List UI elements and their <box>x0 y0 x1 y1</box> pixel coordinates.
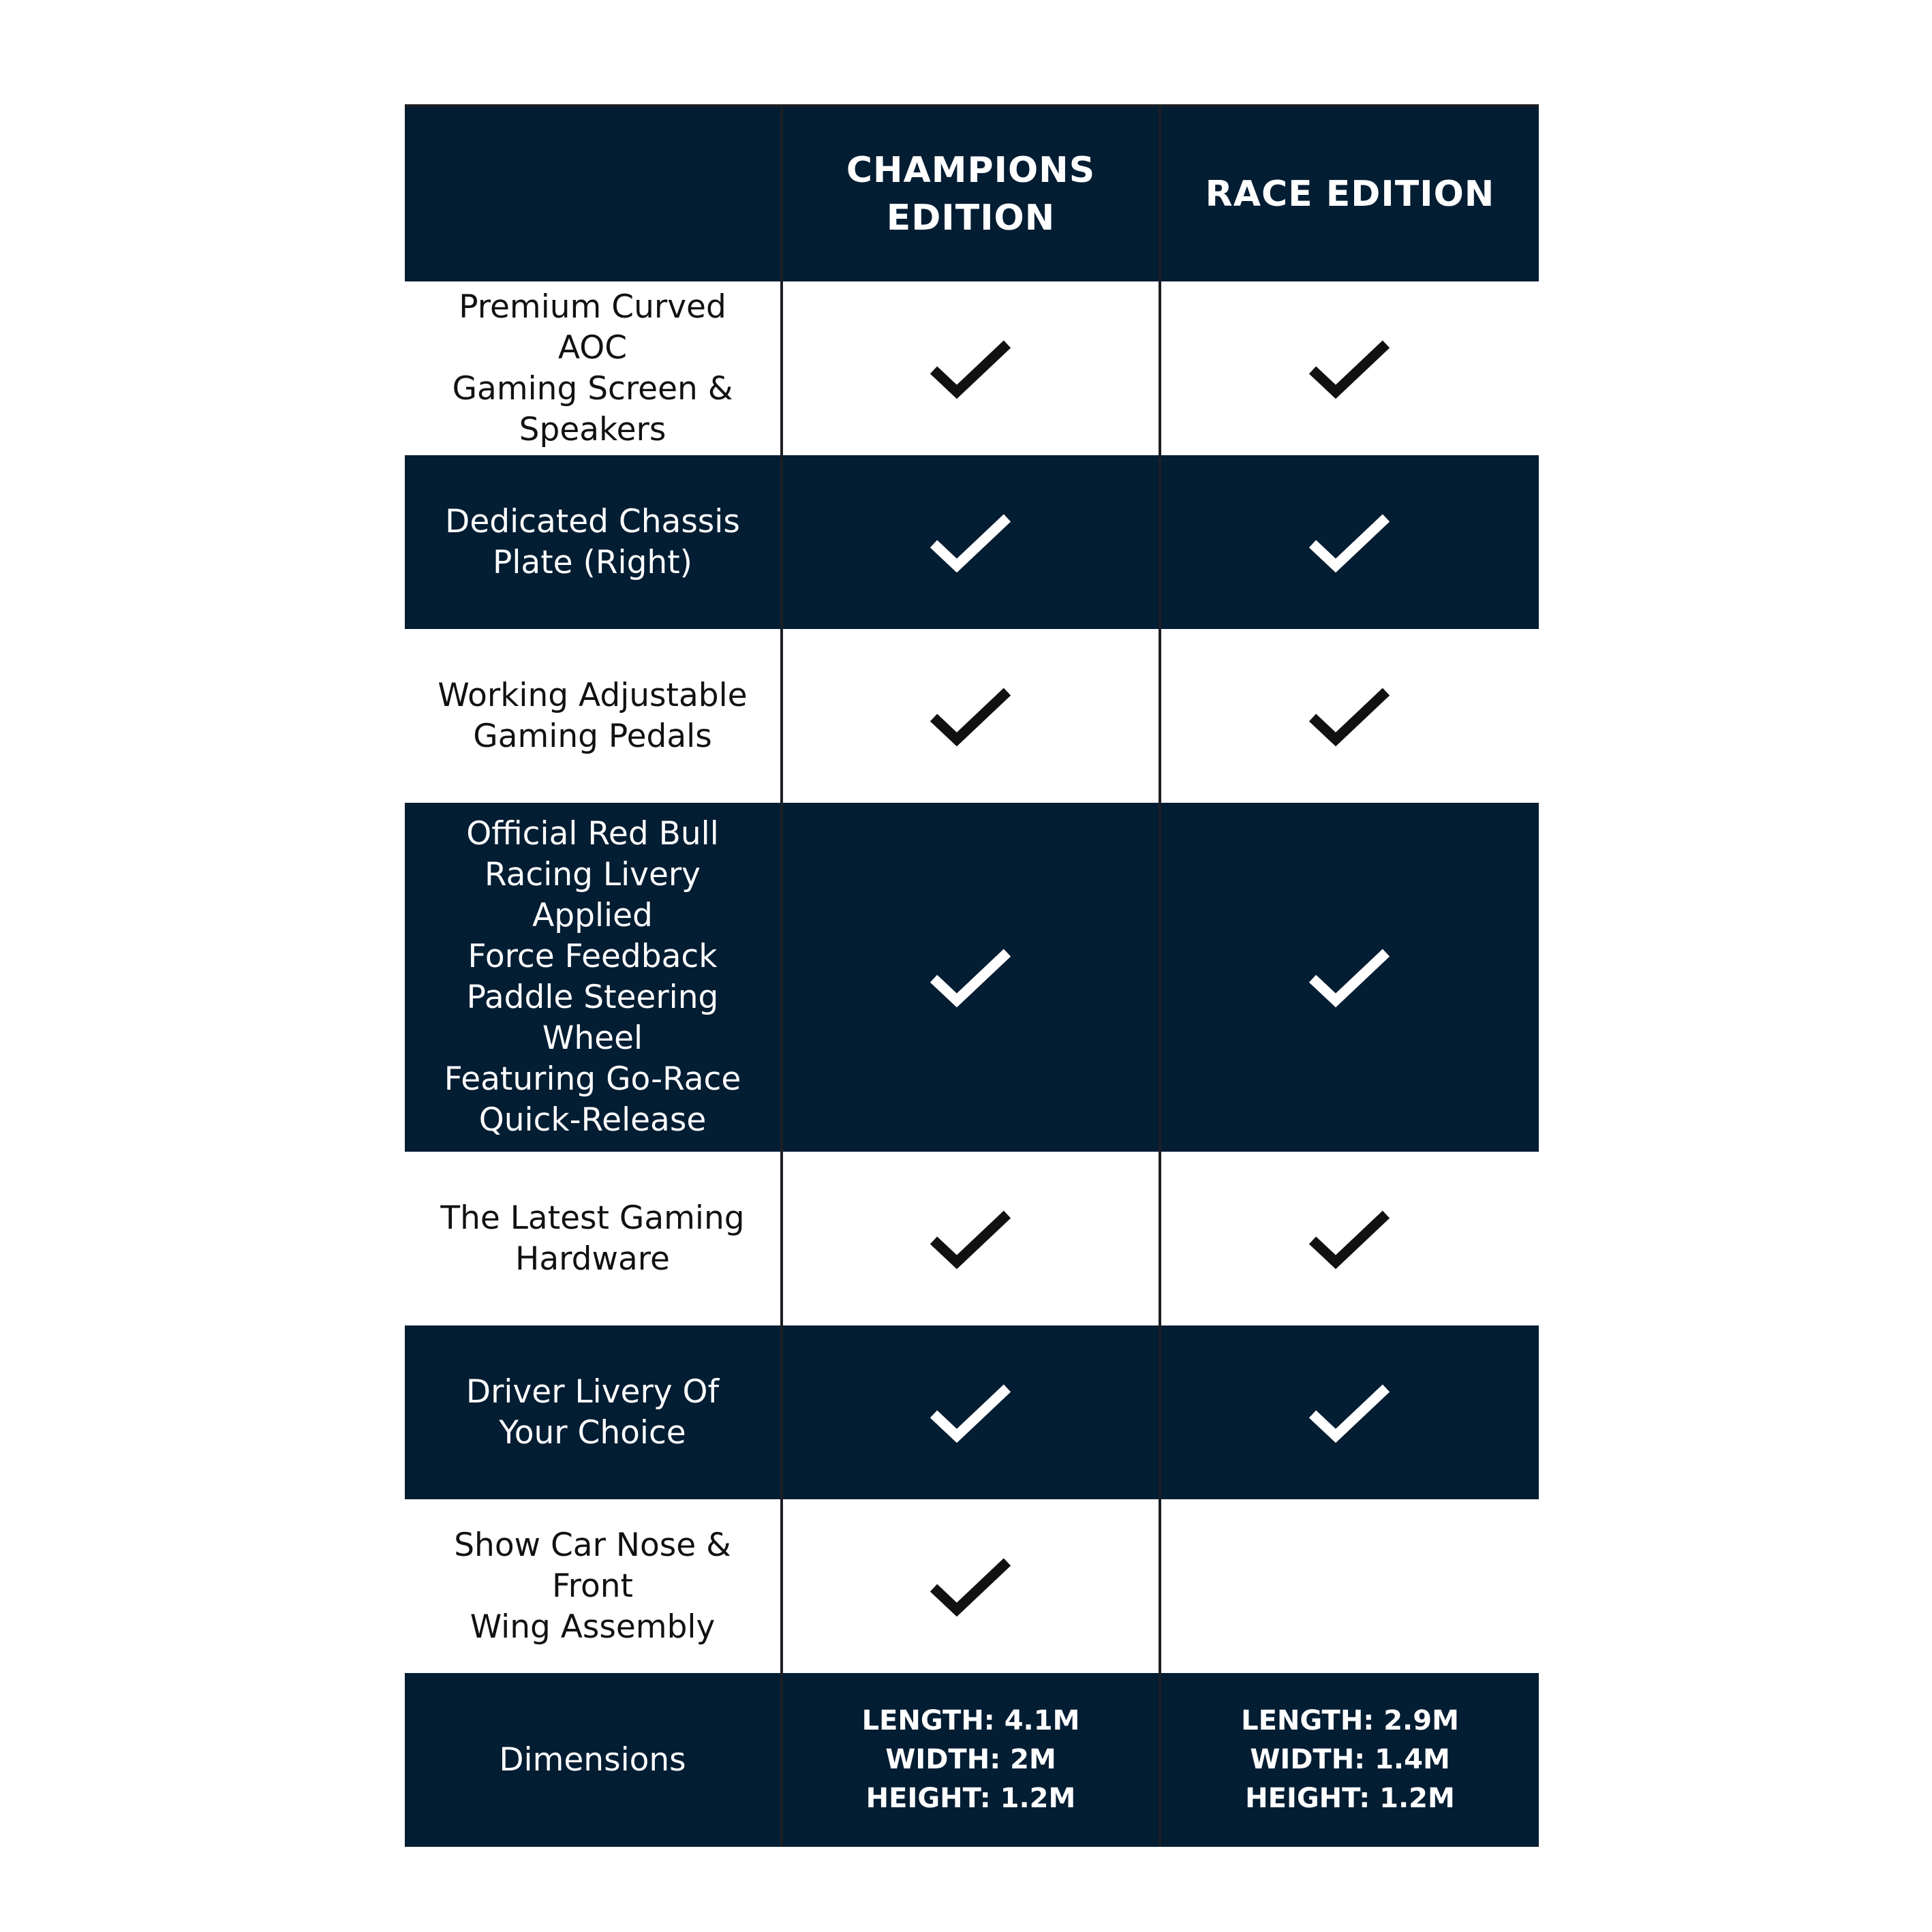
feature-line: Driver Livery Of <box>465 1373 720 1411</box>
dimensions-label: Dimensions <box>499 1741 686 1779</box>
champions-check-cell <box>783 1499 1161 1673</box>
check-icon <box>927 943 1015 1011</box>
feature-cell <box>405 629 783 803</box>
dimension-length: LENGTH: 4.1M <box>861 1705 1080 1736</box>
feature-line: Hardware <box>515 1240 670 1278</box>
dimension-length: LENGTH: 2.9M <box>1241 1705 1459 1736</box>
feature-line: Gaming Pedals <box>473 717 712 755</box>
race-check-cell <box>1161 629 1539 803</box>
feature-line: Wing Assembly <box>470 1608 716 1646</box>
check-icon <box>927 1552 1015 1621</box>
feature-cell <box>405 1152 783 1325</box>
feature-cell <box>405 803 783 1152</box>
feature-line: Quick-Release <box>478 1101 707 1139</box>
feature-line: Featuring Go-Race <box>444 1060 741 1098</box>
check-icon <box>927 335 1015 403</box>
comparison-table <box>405 104 1539 1847</box>
header-race-edition <box>1161 107 1539 281</box>
header-empty-cell <box>405 107 783 281</box>
feature-line: Official Red Bull <box>466 815 719 853</box>
champions-dimensions-cell <box>783 1673 1161 1847</box>
feature-cell <box>405 1325 783 1499</box>
feature-line: Dedicated Chassis <box>445 502 740 540</box>
champions-check-cell <box>783 1325 1161 1499</box>
check-icon <box>1306 1205 1394 1273</box>
feature-line: Working Adjustable <box>438 676 748 714</box>
feature-cell <box>405 1499 783 1673</box>
champions-check-cell <box>783 629 1161 803</box>
feature-line: Paddle Steering Wheel <box>466 979 719 1057</box>
champions-edition-title-line2: EDITION <box>886 198 1056 239</box>
champions-check-cell <box>783 803 1161 1152</box>
champions-check-cell <box>783 455 1161 629</box>
feature-line: Speakers <box>519 410 666 448</box>
check-icon <box>927 508 1015 577</box>
feature-line: Show Car Nose & Front <box>454 1526 731 1605</box>
race-check-cell <box>1161 803 1539 1152</box>
champions-check-cell <box>783 281 1161 455</box>
feature-line: Your Choice <box>499 1413 686 1452</box>
race-check-cell <box>1161 1325 1539 1499</box>
check-icon <box>927 1379 1015 1447</box>
dimensions-label-cell <box>405 1673 783 1847</box>
race-check-cell <box>1161 455 1539 629</box>
dimension-width: WIDTH: 2M <box>885 1744 1056 1775</box>
check-icon <box>1306 943 1394 1011</box>
feature-line: Force Feedback <box>467 938 718 975</box>
dimension-height: HEIGHT: 1.2M <box>865 1783 1076 1814</box>
header-champions-edition <box>783 107 1161 281</box>
feature-line: The Latest Gaming <box>440 1199 745 1237</box>
feature-line: Premium Curved AOC <box>459 288 726 367</box>
race-check-cell <box>1161 281 1539 455</box>
feature-line: Gaming Screen & <box>452 369 733 408</box>
feature-line: Racing Livery Applied <box>485 856 701 934</box>
feature-cell <box>405 455 783 629</box>
champions-check-cell <box>783 1152 1161 1325</box>
race-edition-title: RACE EDITION <box>1205 174 1495 215</box>
check-icon <box>927 682 1015 750</box>
race-check-cell <box>1161 1152 1539 1325</box>
race-dimensions-cell <box>1161 1673 1539 1847</box>
dimension-width: WIDTH: 1.4M <box>1250 1744 1450 1775</box>
check-icon <box>1306 335 1394 403</box>
check-icon <box>1306 508 1394 577</box>
champions-edition-title-line1: CHAMPIONS <box>846 150 1096 191</box>
check-icon <box>1306 682 1394 750</box>
feature-line: Plate (Right) <box>493 543 692 581</box>
feature-cell <box>405 281 783 455</box>
check-icon <box>927 1205 1015 1273</box>
race-empty-cell <box>1161 1499 1539 1673</box>
check-icon <box>1306 1379 1394 1447</box>
dimension-height: HEIGHT: 1.2M <box>1245 1783 1455 1814</box>
